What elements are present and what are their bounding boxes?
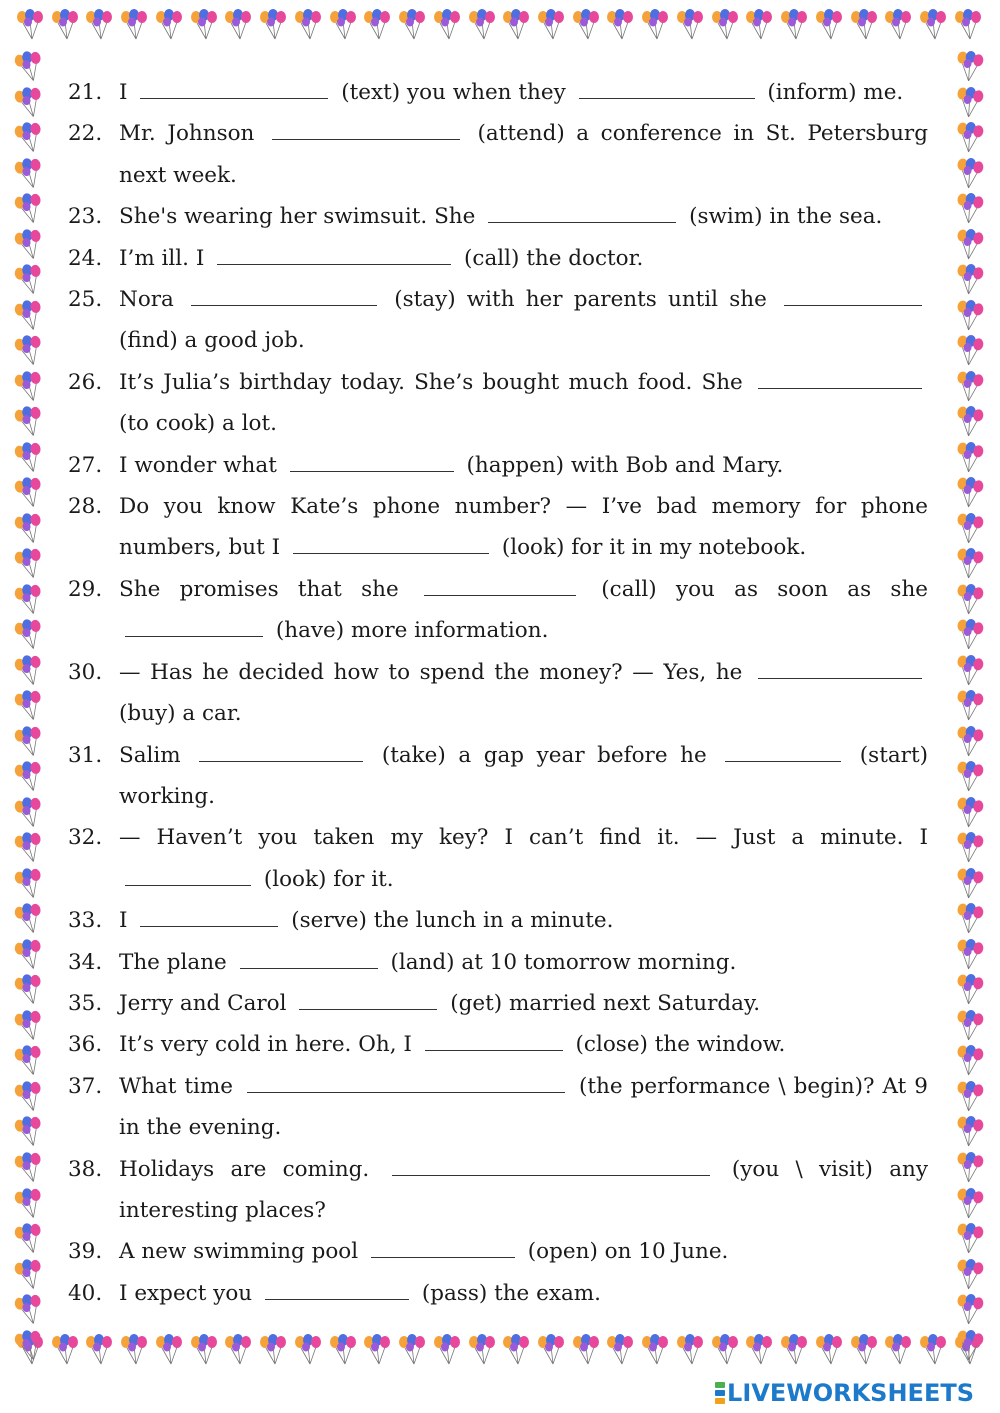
balloon-icon [13, 796, 47, 830]
balloon-icon [917, 1333, 951, 1373]
balloon-icon [953, 1293, 987, 1327]
sentence-fragment: — Has he decided how to spend the money? — Yes, he [119, 659, 743, 685]
sentence-fragment: (have) more information. [275, 618, 549, 644]
sentence-fragment: It’s Julia’s birthday today. She’s bought much food. She [119, 369, 743, 395]
balloon-icon [953, 654, 987, 688]
balloon-icon [778, 8, 812, 48]
item-text [119, 900, 928, 941]
balloon-icon [953, 1080, 987, 1114]
balloon-icon [953, 618, 987, 652]
balloon-icon [13, 1222, 47, 1256]
balloon-icon [778, 1333, 812, 1373]
balloon-icon [953, 263, 987, 297]
item-text [119, 486, 928, 569]
balloon-icon [13, 370, 47, 404]
balloon-icon [953, 405, 987, 439]
balloon-icon [743, 1333, 777, 1373]
balloon-icon [13, 1293, 47, 1327]
sentence-fragment: (inform) me. [767, 80, 904, 105]
balloon-icon [466, 1333, 500, 1373]
item-number: 32. [68, 825, 103, 851]
border-right [950, 50, 990, 1363]
item-text [119, 1273, 928, 1314]
balloon-icon [466, 8, 500, 48]
sentence-fragment: (the performance \ begin)? At 9 in the evening. [119, 1073, 928, 1141]
exercise-item [68, 279, 928, 362]
sentence-fragment: It’s very cold in here. Oh, I [119, 1032, 412, 1058]
sentence-fragment: Jerry and Carol [119, 990, 287, 1016]
sentence-fragment: The plane [119, 949, 227, 975]
liveworksheets-logo[interactable] [711, 1379, 978, 1407]
balloon-icon [709, 8, 743, 48]
balloon-icon [327, 8, 361, 48]
item-number: 26. [68, 369, 103, 395]
balloon-icon [882, 8, 916, 48]
sentence-fragment: I wonder what [119, 452, 277, 478]
balloon-icon [953, 121, 987, 155]
balloon-icon [953, 441, 987, 475]
balloon-icon [13, 299, 47, 333]
item-number: 38. [68, 1156, 103, 1182]
exercise-list [68, 72, 928, 1314]
balloon-icon [13, 121, 47, 155]
balloon-icon [953, 157, 987, 191]
balloon-icon [13, 973, 47, 1007]
balloon-icon [953, 547, 987, 581]
balloon-icon [13, 86, 47, 120]
balloon-icon [13, 441, 47, 475]
exercise-item [68, 486, 928, 569]
sentence-fragment: (look) for it. [263, 866, 394, 892]
balloon-icon [431, 8, 465, 48]
balloon-icon [953, 902, 987, 936]
logo-text: LIVEWORKSHEETS [727, 1379, 974, 1407]
answer-blank[interactable] [290, 450, 454, 471]
answer-blank[interactable] [199, 740, 363, 761]
balloon-icon [83, 8, 117, 48]
balloon-icon [639, 8, 673, 48]
balloon-icon [13, 760, 47, 794]
item-number: 30. [68, 659, 103, 685]
balloon-icon [743, 8, 777, 48]
answer-blank[interactable] [424, 574, 576, 595]
item-number: 39. [68, 1239, 103, 1265]
item-number: 25. [68, 287, 103, 313]
sentence-fragment: A new swimming pool [119, 1239, 359, 1265]
exercise-item [68, 1066, 928, 1149]
exercise-item [68, 1149, 928, 1232]
balloon-icon [813, 8, 847, 48]
balloon-icon [882, 1333, 916, 1373]
item-number: 24. [68, 245, 103, 271]
exercise-item [68, 900, 928, 941]
answer-blank[interactable] [240, 947, 378, 968]
balloon-icon [848, 1333, 882, 1373]
sentence-fragment: (open) on 10 June. [527, 1239, 729, 1265]
answer-blank[interactable] [392, 1154, 710, 1175]
balloon-icon [953, 50, 987, 84]
balloon-icon [674, 1333, 708, 1373]
exercise-item [68, 72, 928, 113]
sentence-fragment: (call) you as soon as she [601, 576, 929, 602]
item-text [119, 735, 928, 818]
sentence-fragment: (buy) a car. [119, 701, 242, 727]
balloon-icon [13, 50, 47, 84]
item-text [119, 569, 928, 652]
answer-blank[interactable] [784, 285, 922, 306]
exercise-item [68, 1231, 928, 1272]
sentence-fragment: (find) a good job. [119, 328, 305, 354]
exercise-item [68, 735, 928, 818]
balloon-icon [953, 689, 987, 723]
balloon-icon [292, 8, 326, 48]
sentence-fragment: (look) for it in my notebook. [501, 535, 807, 561]
balloon-icon [118, 1333, 152, 1373]
exercise-item [68, 569, 928, 652]
sentence-fragment: (attend) a conference in St. Petersburg next week. [119, 121, 928, 188]
answer-blank[interactable] [293, 533, 489, 554]
balloon-icon [953, 370, 987, 404]
sentence-fragment: — Haven’t you taken my key? I can’t find it. — Just a minute. I [119, 825, 928, 851]
balloon-icon [13, 654, 47, 688]
item-number: 31. [68, 742, 103, 768]
balloon-icon [500, 1333, 534, 1373]
answer-blank[interactable] [140, 78, 328, 99]
sentence-fragment: Mr. Johnson [119, 121, 255, 147]
balloon-icon [153, 8, 187, 48]
balloon-icon [13, 583, 47, 617]
balloon-icon [953, 86, 987, 120]
balloon-icon [49, 8, 83, 48]
sentence-fragment: (text) you when they [341, 80, 566, 105]
exercise-item [68, 942, 928, 983]
balloon-icon [13, 902, 47, 936]
sentence-fragment: (take) a gap year before he [381, 742, 707, 768]
balloon-icon [188, 1333, 222, 1373]
balloon-icon [570, 8, 604, 48]
balloon-icon [953, 867, 987, 901]
balloon-icon [500, 8, 534, 48]
balloon-icon [13, 1187, 47, 1221]
balloon-icon [13, 867, 47, 901]
item-number: 36. [68, 1032, 103, 1058]
balloon-icon [674, 8, 708, 48]
item-number: 22. [68, 121, 103, 147]
balloon-icon [570, 1333, 604, 1373]
sentence-fragment: Salim [119, 742, 181, 768]
balloon-icon [13, 228, 47, 262]
sentence-fragment: I expect you [119, 1280, 253, 1306]
item-text [119, 72, 928, 113]
exercise-item [68, 652, 928, 735]
balloon-icon [953, 1009, 987, 1043]
balloon-icon [257, 1333, 291, 1373]
sentence-fragment: (happen) with Bob and Mary. [466, 452, 784, 478]
balloon-icon [13, 831, 47, 865]
balloon-icon [13, 334, 47, 368]
balloon-icon [953, 512, 987, 546]
sentence-fragment: Holidays are coming. [119, 1156, 370, 1182]
item-number: 34. [68, 949, 103, 975]
balloon-icon [953, 725, 987, 759]
exercise-item [68, 362, 928, 445]
answer-blank[interactable] [425, 1030, 563, 1051]
balloon-icon [535, 8, 569, 48]
sentence-fragment: (pass) the exam. [421, 1280, 602, 1306]
balloon-icon [953, 1187, 987, 1221]
answer-blank[interactable] [488, 202, 676, 223]
balloon-icon [14, 8, 48, 48]
item-number: 23. [68, 204, 103, 230]
balloon-icon [13, 476, 47, 510]
balloon-icon [13, 1044, 47, 1078]
balloon-icon [13, 1115, 47, 1149]
item-text [119, 1066, 928, 1149]
balloon-icon [13, 1151, 47, 1185]
answer-blank[interactable] [125, 864, 251, 885]
balloon-icon [953, 1115, 987, 1149]
balloon-icon [188, 8, 222, 48]
balloon-icon [13, 1009, 47, 1043]
answer-blank[interactable] [299, 989, 437, 1010]
balloon-icon [953, 831, 987, 865]
balloon-icon [953, 973, 987, 1007]
answer-blank[interactable] [125, 616, 263, 637]
balloon-icon [13, 512, 47, 546]
balloon-icon [13, 689, 47, 723]
answer-blank[interactable] [272, 119, 460, 140]
border-top [14, 8, 986, 48]
answer-blank[interactable] [265, 1278, 409, 1299]
answer-blank[interactable] [191, 285, 377, 306]
sentence-fragment: (swim) in the sea. [689, 204, 883, 230]
exercise-item [68, 1273, 928, 1314]
item-text [119, 196, 928, 237]
sentence-fragment: (call) the doctor. [464, 245, 644, 271]
sentence-fragment: She promises that she [119, 576, 399, 602]
item-text [119, 238, 928, 279]
balloon-icon [13, 157, 47, 191]
sentence-fragment: (start) working. [119, 742, 928, 809]
exercise-item [68, 817, 928, 900]
balloon-icon [709, 1333, 743, 1373]
item-number: 27. [68, 452, 103, 478]
balloon-icon [13, 938, 47, 972]
balloon-icon [953, 1258, 987, 1292]
answer-blank[interactable] [140, 906, 278, 927]
balloon-icon [292, 1333, 326, 1373]
balloon-icon [953, 583, 987, 617]
balloon-icon [13, 1258, 47, 1292]
item-number: 21. [68, 80, 103, 105]
sentence-fragment: What time [119, 1073, 234, 1099]
balloon-icon [13, 405, 47, 439]
exercise-item [68, 196, 928, 237]
balloon-icon [639, 1333, 673, 1373]
sentence-fragment: She's wearing her swimsuit. She [119, 204, 476, 230]
balloon-icon [953, 1222, 987, 1256]
balloon-icon [222, 1333, 256, 1373]
sentence-fragment: I’m ill. I [119, 245, 205, 271]
answer-blank[interactable] [758, 367, 922, 388]
balloon-icon [13, 263, 47, 297]
balloon-icon [49, 1333, 83, 1373]
item-text [119, 113, 928, 196]
balloon-icon [813, 1333, 847, 1373]
sentence-fragment: (serve) the lunch in a minute. [291, 908, 614, 934]
balloon-icon [153, 1333, 187, 1373]
item-number: 29. [68, 576, 103, 602]
border-left [10, 50, 50, 1363]
balloon-icon [953, 476, 987, 510]
sentence-fragment: (close) the window. [575, 1032, 786, 1058]
balloon-icon [13, 192, 47, 226]
balloon-icon [604, 8, 638, 48]
answer-blank[interactable] [247, 1071, 565, 1092]
balloon-icon [953, 1329, 987, 1363]
balloon-icon [361, 1333, 395, 1373]
sentence-fragment: (you \ visit) any interesting places? [119, 1156, 929, 1223]
item-number: 40. [68, 1280, 103, 1306]
item-text [119, 817, 928, 900]
item-number: 28. [68, 494, 103, 520]
balloon-icon [953, 334, 987, 368]
exercise-item [68, 445, 928, 486]
border-bottom [14, 1333, 986, 1373]
sentence-fragment: Do you know Kate’s phone number? — I’ve bad memory for phone numbers, but I [119, 494, 928, 561]
sentence-fragment: (land) at 10 tomorrow morning. [390, 949, 737, 975]
item-text [119, 1024, 928, 1065]
balloon-icon [952, 8, 986, 48]
balloon-icon [917, 8, 951, 48]
item-text [119, 362, 928, 445]
answer-blank[interactable] [579, 78, 755, 99]
balloon-icon [13, 1329, 47, 1363]
sentence-fragment: (stay) with her parents until she [394, 287, 767, 313]
item-number: 37. [68, 1073, 103, 1099]
balloon-icon [118, 8, 152, 48]
answer-blank[interactable] [758, 657, 922, 678]
balloon-icon [953, 1151, 987, 1185]
balloon-icon [13, 547, 47, 581]
balloon-icon [848, 8, 882, 48]
balloon-icon [257, 8, 291, 48]
balloon-icon [953, 228, 987, 262]
balloon-icon [953, 760, 987, 794]
item-text [119, 942, 928, 983]
balloon-icon [953, 796, 987, 830]
balloon-icon [327, 1333, 361, 1373]
item-number: 35. [68, 990, 103, 1016]
balloon-icon [953, 938, 987, 972]
answer-blank[interactable] [371, 1237, 515, 1258]
exercise-item [68, 983, 928, 1024]
item-text [119, 279, 928, 362]
exercise-item [68, 113, 928, 196]
balloon-icon [396, 1333, 430, 1373]
item-text [119, 1149, 928, 1232]
balloon-icon [83, 1333, 117, 1373]
balloon-icon [13, 1080, 47, 1114]
balloon-icon [953, 1044, 987, 1078]
item-text [119, 445, 928, 486]
sentence-fragment: (get) married next Saturday. [450, 990, 761, 1016]
item-number: 33. [68, 908, 103, 934]
balloon-icon [604, 1333, 638, 1373]
exercise-item [68, 1024, 928, 1065]
item-text [119, 983, 928, 1024]
exercise-item [68, 238, 928, 279]
item-text [119, 1231, 928, 1272]
balloon-icon [13, 618, 47, 652]
balloon-icon [953, 192, 987, 226]
sentence-fragment: I [119, 80, 128, 105]
sentence-fragment: (to cook) a lot. [119, 411, 277, 437]
answer-blank[interactable] [217, 243, 451, 264]
balloon-icon [535, 1333, 569, 1373]
balloon-icon [396, 8, 430, 48]
balloon-icon [361, 8, 395, 48]
answer-blank[interactable] [725, 740, 841, 761]
item-text [119, 652, 928, 735]
balloon-icon [431, 1333, 465, 1373]
sentence-fragment: Nora [119, 287, 174, 313]
balloon-icon [222, 8, 256, 48]
balloon-icon [953, 299, 987, 333]
liveworksheets-logo-icon [715, 1381, 725, 1405]
sentence-fragment: I [119, 908, 128, 934]
balloon-icon [13, 725, 47, 759]
